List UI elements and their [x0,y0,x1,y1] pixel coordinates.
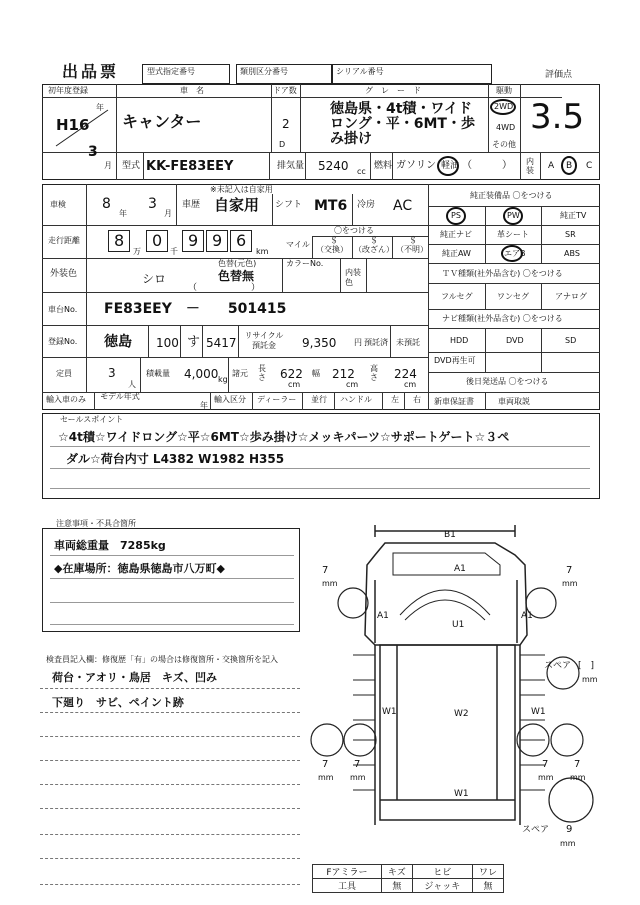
tire-rl1-depth: 7 [322,759,329,770]
inspection-label: 車検 [50,200,66,209]
import-type-label: 輸入区分 [214,395,246,404]
rating-value: 3.5 [530,97,585,137]
import-label: 輸入車のみ [46,395,86,404]
width-value: 212 [332,367,355,381]
tire-fl-unit: mm [322,579,338,588]
rating-label: 評価点 [545,70,573,80]
tire-rr2-unit: mm [570,773,586,782]
legend-table [312,864,504,893]
tv-oneseg: ワンセグ [497,292,529,301]
dmg-w1-right: W1 [531,707,546,717]
change1-sub: （交換） [316,245,348,254]
spare1-bracket: [ ] [578,661,595,671]
spare2-label: スペア [522,825,550,835]
exterior-value: シロ [142,272,167,286]
color-no-label: カラーNo. [286,259,324,268]
class-label: 類別区分番号 [240,67,288,76]
drive-label: 駆動 [496,86,512,95]
drive-2wd-circle [490,99,516,115]
recycle-value: 9,350 [302,336,337,350]
opt-sr: SR [565,230,576,239]
tire-rl2-depth: 7 [354,759,361,770]
recycle-paid: 預託済 [364,338,388,347]
load-value: 4,000 [184,367,219,381]
model-cert-label: 型式指定番号 [147,67,195,76]
opt-airbag-circle [501,245,523,262]
mileage-unit-sen: 千 [170,247,178,256]
inspection-month-unit: 月 [164,209,172,218]
load-label: 積載量 [146,369,170,378]
year-value: H16 [56,116,90,134]
len-unit: cm [288,380,301,389]
opt-airbag: エアB [504,249,526,258]
fuel-label: 燃料 [374,161,393,171]
notes-location: ◆在庫場所：徳島県徳島市八万町◆ [54,562,225,575]
mileage-digit: 9 [212,231,223,250]
dmg-a1-top: A1 [454,564,466,574]
tire-rr1-depth: 7 [542,759,549,770]
handle-left: 左 [391,395,399,404]
doors-unit: D [279,140,286,149]
dmg-w1-left: W1 [382,707,397,717]
import-dealer: ディーラー [257,395,297,404]
dmg-w1-bottom: W1 [454,789,469,799]
handle-label: ハンドル [340,395,372,404]
drive-4wd: 4WD [496,123,516,132]
legend-r4: 無 [472,879,503,893]
width-unit: cm [346,380,359,389]
load-unit: kg [218,375,228,384]
sales-line1: ☆4t積☆ワイドロング☆平☆6MT☆歩み掛け☆メッキパーツ☆サポートゲート☆３ペ [58,430,510,444]
navi-dvd-play: DVD再生可 [434,356,476,365]
legend-h3: ヒビ [412,865,472,879]
inspection-year-unit: 年 [119,209,127,218]
sales-label: セールスポイント [60,415,124,424]
mileage-unit-km: km [256,247,269,256]
mileage-unit-man: 万 [133,247,141,256]
inspection-month: 3 [148,196,157,212]
recycle-label: リサイクル預託金 [244,331,284,350]
fuel-diesel: 軽油 [441,161,460,171]
reg-label: 登録No. [48,337,78,346]
after-header: 後日発送品 〇をつける [466,377,549,386]
displacement-value: 5240 [318,159,349,173]
opt-abs: ABS [564,249,580,258]
opt-ps: PS [451,211,461,220]
model-year-suffix: 年 [200,401,208,410]
model-year-label: モデル年式 [100,392,140,401]
tv-analog: アナログ [555,292,587,301]
change2: ＄ [370,236,378,245]
ac-value: AC [393,198,413,214]
inspector-line1: 荷台・アオリ・鳥居 キズ、凹み [52,671,217,684]
opt-navi: 純正ナビ [440,230,472,239]
interior-label: 内装 [526,157,534,175]
opt-pw-circle [503,207,523,225]
dmg-a1-right: A1 [521,611,533,621]
legend-h1: Fアミラー [313,865,382,879]
exterior-label: 外装色 [50,269,78,279]
dmg-a1-left: A1 [377,611,389,621]
tv-header: ＴＶ種類(社外品含む) 〇をつける [442,269,563,278]
page-title: 出品票 [62,62,120,81]
capacity-label: 定員 [56,369,72,378]
shift-value: MT6 [314,198,348,214]
shift-label: シフト [275,200,303,210]
doors-label: ドア数 [273,86,297,95]
tv-fullseg: フルセグ [441,292,473,301]
change3: ＄ [409,236,417,245]
reg-kana: す [187,335,201,350]
serial-label: シリアル番号 [336,67,384,76]
repaint-label: 色替(元色) [218,259,257,268]
recycle-unit: 円 [354,338,362,347]
handle-right: 右 [413,395,421,404]
chassis-label: 車台No. [48,305,78,314]
spare1-unit: mm [582,675,598,684]
tire-rl1-unit: mm [318,773,334,782]
year-label: 初年度登録 [48,86,88,95]
mileage-digit: 0 [152,231,163,250]
change3-sub: （不明） [396,245,428,254]
repaint-paren: （ ） [188,283,261,293]
len-label: 長さ [258,364,266,382]
inspector-label: 検査員記入欄：修復歴「有」の場合は修復箇所・交換箇所を記入 [46,655,278,664]
change1: ＄ [330,236,338,245]
inspector-line2: 下廻り サビ、ペイント跡 [52,696,184,709]
navi-sd: SD [565,336,577,345]
navi-header: ナビ種類(社外品含む) 〇をつける [442,314,563,323]
name-label: 車 名 [180,86,204,95]
displacement-unit: cc [357,167,366,176]
history-note: ※未記入は自家用 [210,185,273,194]
opt-ps-circle [446,207,466,225]
reg-num: 5417 [206,336,237,350]
interior-a: A [548,161,555,171]
interior-b: B [566,161,573,171]
mileage-digit: 8 [114,231,125,250]
opt-leather: 革シート [497,230,529,239]
change2-sub: （改ざん） [354,245,394,254]
fuel-gasoline: ガソリン [396,160,436,171]
legend-r2: 無 [381,879,412,893]
navi-hdd: HDD [450,336,469,345]
circle-note: 〇をつける [334,226,374,235]
mileage-digit: 6 [236,231,247,250]
tire-fr-unit: mm [562,579,578,588]
dmg-w2: W2 [454,709,469,719]
notes-label: 注意事項・不具合箇所 [56,519,136,528]
chassis-value: FE83EEY － 501415 [104,301,287,317]
manual-label: 車両取説 [498,397,530,406]
interior-b-circle [561,156,577,175]
reg-class: 100 [156,336,179,350]
warranty-label: 新車保証書 [434,397,474,406]
car-name: キャンター [122,112,202,131]
history-value: 自家用 [214,196,260,214]
year-unit: 年 [96,103,104,112]
spare2-unit: mm [560,839,576,848]
legend-r3: ジャッキ [412,879,472,893]
opt-tv: 純正TV [560,211,587,220]
dim-label: 諸元 [232,369,248,378]
genuine-header: 純正装備品 〇をつける [470,191,553,200]
mileage-label: 走行距離 [48,236,80,245]
opt-pw: PW [507,211,520,220]
type-value: KK-FE83EEY [146,159,234,174]
interior-color-label: 内装色 [345,268,361,287]
legend-h4: ワレ [472,865,503,879]
recycle-unpaid: 未預託 [396,338,420,347]
truck-diagram [305,525,615,865]
tire-rl2-unit: mm [350,773,366,782]
drive-2wd: 2WD [494,102,514,111]
legend-h2: キズ [381,865,412,879]
mileage-digit: 9 [188,231,199,250]
capacity-unit: 人 [128,380,136,389]
tire-rr2-depth: 7 [574,759,581,770]
tire-fr-depth: 7 [566,565,573,576]
interior-c: C [586,161,593,171]
dmg-u1: U1 [452,620,465,630]
tire-rr1-unit: mm [538,773,554,782]
sales-line2: ダル☆荷台内寸 L4382 W1982 H355 [66,452,285,466]
dmg-b1: B1 [444,530,456,540]
inspection-year: 8 [102,196,111,212]
height-value: 224 [394,367,417,381]
month-value: 3 [88,144,98,160]
legend-r1: 工具 [313,879,382,893]
ac-label: 冷房 [357,200,376,210]
history-label: 車歴 [182,200,201,210]
year-diagonal [48,100,114,150]
navi-dvd: DVD [506,336,524,345]
grade-value: 徳島県・4t積・ワイドロング・平・6MT・歩み掛け [330,101,475,147]
drive-other: その他 [492,140,516,149]
displacement-label: 排気量 [277,161,305,171]
height-unit: cm [404,380,417,389]
capacity-value: 3 [108,366,116,380]
import-parallel: 並行 [311,395,327,404]
doors-value: 2 [282,117,290,131]
notes-weight: 車両総重量 7285kg [54,539,166,552]
month-unit: 月 [104,161,112,170]
spare2-depth: 9 [566,824,573,835]
grade-label: グ レ ー ド [365,86,421,95]
width-label: 幅 [312,369,320,378]
height-label: 高さ [370,364,378,382]
fuel-diesel-circle [437,156,459,176]
reg-area: 徳島 [104,334,132,350]
mile-label: マイル [286,240,310,249]
spare1-label: スペア [544,661,572,671]
len-value: 622 [280,367,303,381]
fuel-paren: （ ） [462,160,512,171]
opt-aw: 純正AW [442,249,471,258]
tire-fl-depth: 7 [322,565,329,576]
repaint-value: 色替無 [218,269,255,283]
type-label: 型式 [122,161,141,171]
